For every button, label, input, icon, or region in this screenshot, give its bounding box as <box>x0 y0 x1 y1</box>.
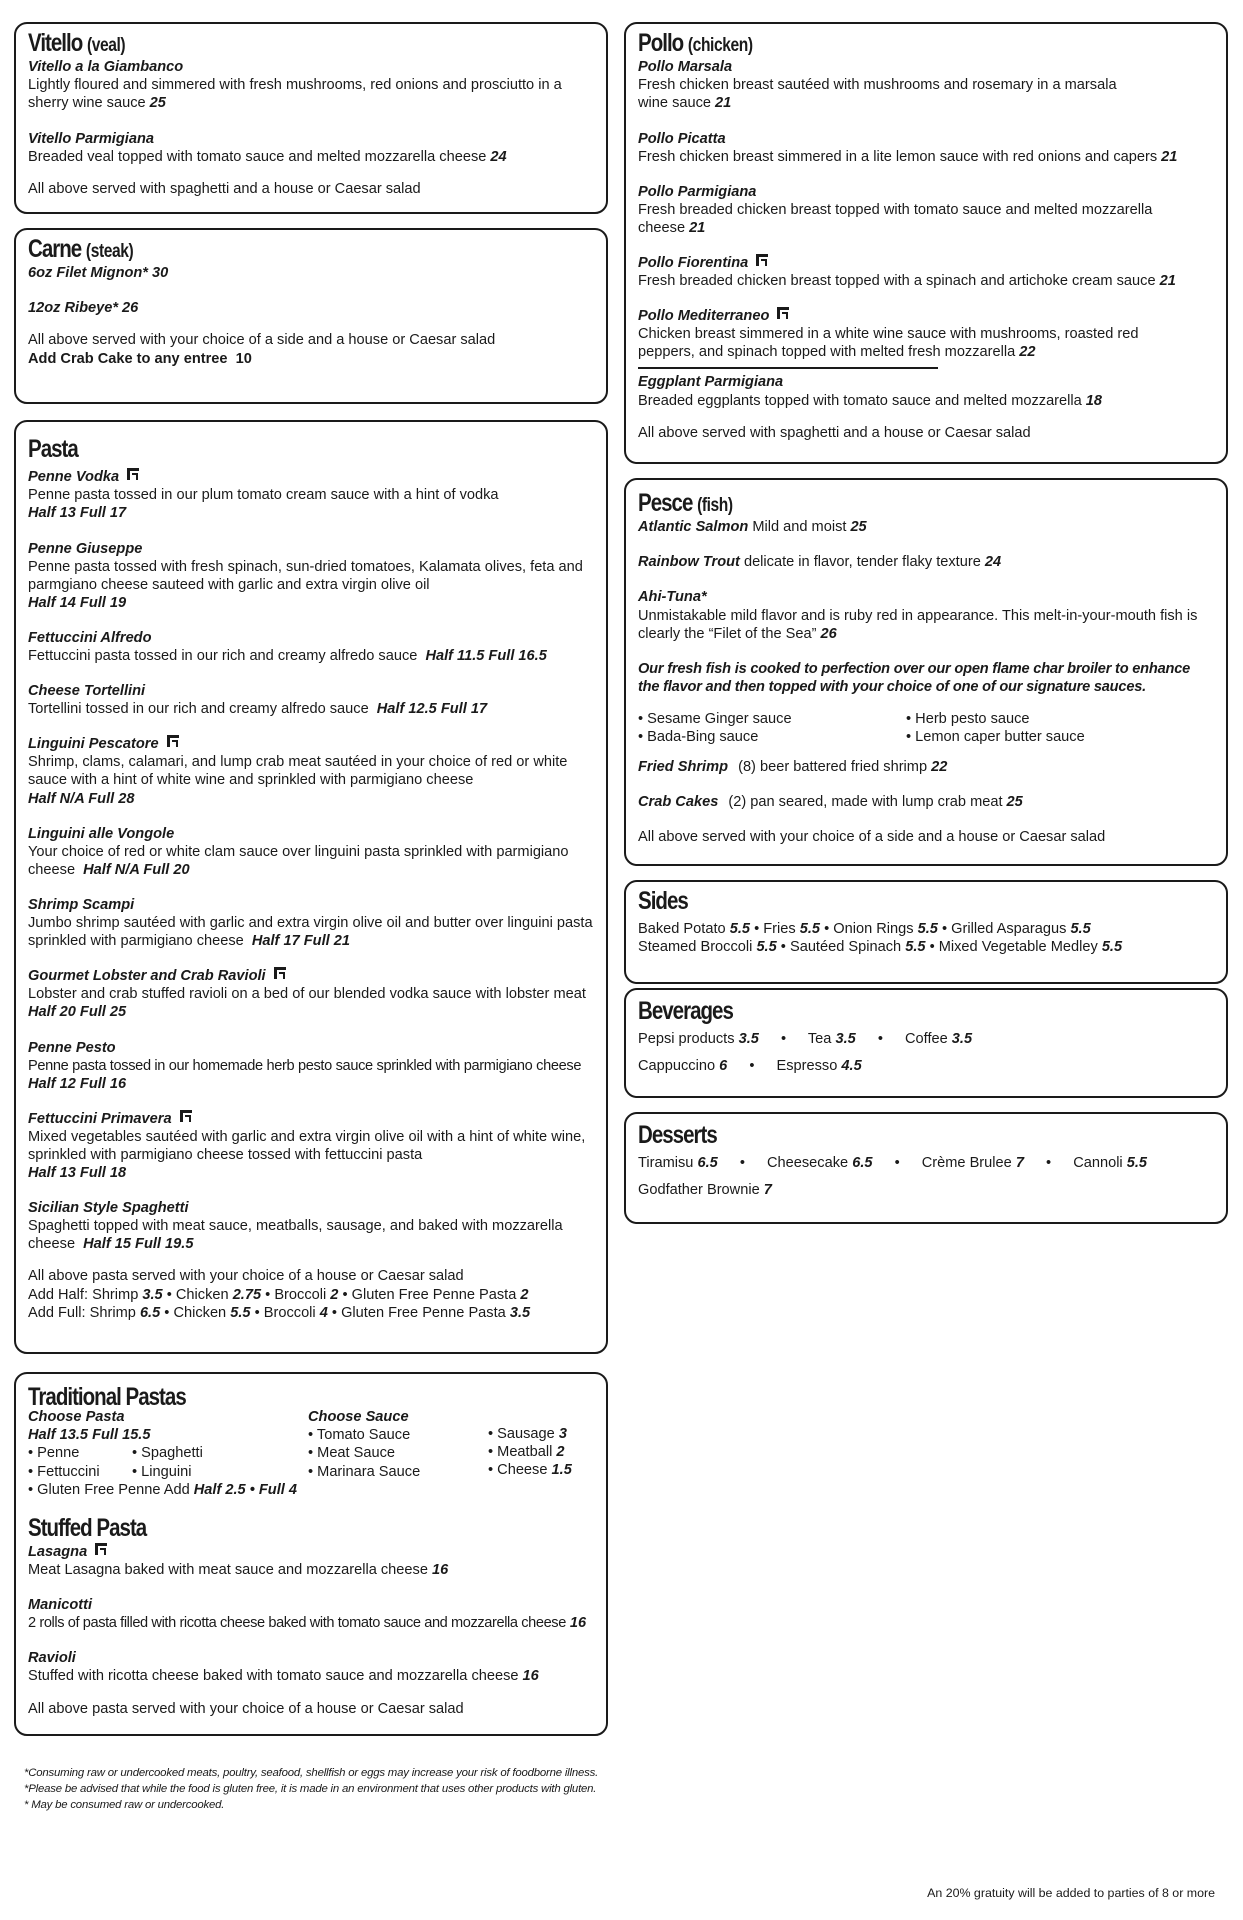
section-note: All above served with spaghetti and a house or Caesar salad <box>638 424 1031 441</box>
gluten-free-icon <box>95 1543 107 1555</box>
gluten-free-icon <box>180 1110 192 1122</box>
menu-item: Crab Cakes (2) pan seared, made with lump crab meat 25 <box>638 794 1023 811</box>
menu-item: Shrimp Scampi Jumbo shrimp sautéed with garlic and extra virgin olive oil and butter over linguini pasta sprinkled with parmigiano cheese Half 17 Full 21 <box>28 896 593 950</box>
menu-item: Manicotti 2 rolls of pasta filled with ricotta cheese baked with tomato sauce and mozzarella cheese 16 <box>28 1597 587 1632</box>
menu-item: Ravioli Stuffed with ricotta cheese baked with tomato sauce and mozzarella cheese 16 <box>28 1650 539 1685</box>
desserts-section <box>624 1112 1228 1224</box>
menu-item: Pollo Picatta Fresh chicken breast simmered in a lite lemon sauce with red onions and capers 21 <box>638 130 1178 165</box>
section-title: Carne (steak) <box>28 235 134 263</box>
section-title: Pasta <box>28 435 78 463</box>
traditional-pastas: Choose Pasta Half 13.5 Full 15.5 • Penne • Spaghetti • Fettuccini • Linguini • Gluten Free Penne Add Half 2.5 • Full 4 Choose Sauce • Tomato Sauce • Meat Sauce • Marinara Sauce • Sausage 3 • Meatball 2 • Cheese 1.5 <box>28 1409 572 1498</box>
gluten-free-icon <box>274 967 286 979</box>
fresh-fish-note: Our fresh fish is cooked to perfection over our open flame char broiler to enhance the flavor and then topped with your choice of one of our signature sauces. <box>638 660 1191 695</box>
menu-item: 6oz Filet Mignon* 30 <box>28 265 169 282</box>
gluten-free-icon <box>127 468 139 480</box>
add-full-line: Add Full: Shrimp 6.5 • Chicken 5.5 • Broccoli 4 • Gluten Free Penne Pasta 3.5 <box>28 1304 531 1321</box>
menu-item: Eggplant Parmigiana Breaded eggplants topped with tomato sauce and melted mozzarella 18 <box>638 374 1102 409</box>
menu-item: Cheese Tortellini Tortellini tossed in our rich and creamy alfredo sauce Half 12.5 Full 17 <box>28 683 488 718</box>
pesce-section <box>624 478 1228 866</box>
menu-item: Sicilian Style Spaghetti Spaghetti topped with meat sauce, meatballs, sausage, and baked with mozzarella cheese Half 15 Full 19.5 <box>28 1200 563 1253</box>
menu-item: 12oz Ribeye* 26 <box>28 300 139 317</box>
menu-item: Atlantic Salmon Mild and moist 25 <box>638 519 867 536</box>
section-title: Sides <box>638 887 688 915</box>
beverages-row: Cappuccino 6 • Espresso 4.5 <box>638 1058 862 1075</box>
pollo-section <box>624 22 1228 464</box>
beverages-section <box>624 988 1228 1098</box>
footnote: *Please be advised that while the food is gluten free, it is made in an environment that uses other products with gluten. <box>24 1783 597 1796</box>
gluten-free-icon <box>167 735 179 747</box>
section-title: Beverages <box>638 997 733 1025</box>
sides-row: Baked Potato 5.5 • Fries 5.5 • Onion Rings 5.5 • Grilled Asparagus 5.5 <box>638 921 1091 938</box>
gratuity-note: An 20% gratuity will be added to parties of 8 or more <box>927 1886 1215 1900</box>
divider <box>638 367 938 369</box>
menu-item: Linguini alle Vongole Your choice of red or white clam sauce over linguini pasta sprinkled with parmigiano cheese Half N/A Full 20 <box>28 825 569 878</box>
carne-section <box>14 228 608 404</box>
section-title: Traditional Pastas <box>28 1383 186 1411</box>
gluten-free-icon <box>756 254 768 266</box>
menu-item: Pollo Parmigiana Fresh breaded chicken breast topped with tomato sauce and melted mozzarella cheese 21 <box>638 183 1153 236</box>
menu-item: Penne Giuseppe Penne pasta tossed with fresh spinach, sun-dried tomatoes, Kalamata olives, feta and parmgiano cheese sauteed with garlic and extra virgin olive oil Half 14 Full 19 <box>28 540 583 611</box>
menu-item: Ahi-Tuna* Unmistakable mild flavor and is ruby red in appearance. This melt-in-your-mouth fish is clearly the “Filet of the Sea” 26 <box>638 589 1198 642</box>
menu-item: Vitello a la Giambanco Lightly floured and simmered with fresh mushrooms, red onions and prosciutto in a sherry wine sauce 25 <box>28 59 562 112</box>
section-note: All above served with your choice of a side and a house or Caesar salad <box>638 829 1106 846</box>
menu-item: Pollo Marsala Fresh chicken breast sautéed with mushrooms and rosemary in a marsala wine sauce 21 <box>638 59 1117 112</box>
footnotes <box>24 1765 598 1814</box>
menu-item: Linguini Pescatore Shrimp, clams, calamari, and lump crab meat sautéed in your choice of red or white sauce with a hint of white wine and sprinkled with parmigiano cheese Half N/A Full 28 <box>28 736 568 807</box>
menu-item: Penne Vodka Penne pasta tossed in our plum tomato cream sauce with a hint of vodka Half 13 Full 17 <box>28 469 499 522</box>
signature-sauces: • Sesame Ginger sauce • Herb pesto sauce • Bada-Bing sauce • Lemon caper butter sauce <box>638 710 1085 745</box>
footnote: *Consuming raw or undercooked meats, poultry, seafood, shellfish or eggs may increase your risk of foodborne illness. <box>24 1767 599 1779</box>
desserts-row: Godfather Brownie 7 <box>638 1182 772 1199</box>
menu-item: Fettuccini Primavera Mixed vegetables sautéed with garlic and extra virgin olive oil with a hint of white wine, sprinkled with parmigiano cheese tossed with fettuccini pasta Half 13 Full 18 <box>28 1110 586 1182</box>
section-title: Vitello (veal) <box>28 29 126 57</box>
menu-item: Vitello Parmigiana Breaded veal topped with tomato sauce and melted mozzarella cheese 24 <box>28 130 507 165</box>
footnote: * May be consumed raw or undercooked. <box>24 1799 225 1812</box>
menu-item: Pollo Mediterraneo Chicken breast simmered in a white wine sauce with mushrooms, roasted red peppers, and spinach topped with melted fresh mozzarella 22 <box>638 308 1139 361</box>
menu-item: Lasagna Meat Lasagna baked with meat sauce and mozzarella cheese 16 <box>28 1543 449 1579</box>
section-note: All above pasta served with your choice of a house or Caesar salad <box>28 1268 464 1285</box>
menu-item: Gourmet Lobster and Crab Ravioli Lobster and crab stuffed ravioli on a bed of our blended vodka sauce with lobster meat Half 20 Full 25 <box>28 968 586 1021</box>
sides-row: Steamed Broccoli 5.5 • Sautéed Spinach 5.5 • Mixed Vegetable Medley 5.5 <box>638 939 1123 956</box>
menu-item: Pollo Fiorentina Fresh breaded chicken breast topped with a spinach and artichoke cream sauce 21 <box>638 255 1176 290</box>
menu-item: Rainbow Trout delicate in flavor, tender flaky texture 24 <box>638 554 1002 571</box>
section-title: Pollo (chicken) <box>638 29 753 57</box>
pasta-section <box>14 420 608 1354</box>
section-title: Desserts <box>638 1121 717 1149</box>
gluten-free-icon <box>777 307 789 319</box>
section-note: All above served with your choice of a side and a house or Caesar salad <box>28 332 496 349</box>
traditional-stuffed-section <box>14 1372 608 1736</box>
section-note: All above pasta served with your choice of a house or Caesar salad <box>28 1700 464 1717</box>
add-half-line: Add Half: Shrimp 3.5 • Chicken 2.75 • Broccoli 2 • Gluten Free Penne Pasta 2 <box>28 1286 529 1303</box>
desserts-row: Tiramisu 6.5 • Cheesecake 6.5 • Crème Brulee 7 • Cannoli 5.5 <box>638 1155 1148 1172</box>
section-title: Pesce (fish) <box>638 489 733 517</box>
menu-item: Fried Shrimp (8) beer battered fried shrimp 22 <box>638 759 948 776</box>
section-title: Stuffed Pasta <box>28 1513 147 1542</box>
beverages-row: Pepsi products 3.5 • Tea 3.5 • Coffee 3.5 <box>638 1031 973 1048</box>
vitello-section <box>14 22 608 214</box>
section-note: All above served with spaghetti and a house or Caesar salad <box>28 180 421 197</box>
sides-section <box>624 880 1228 984</box>
menu-item: Fettuccini Alfredo Fettuccini pasta tossed in our rich and creamy alfredo sauce Half 11.5 Full 16.5 <box>28 629 547 664</box>
menu-item: Penne Pesto Penne pasta tossed in our homemade herb pesto sauce sprinkled with parmigiano cheese Half 12 Full 16 <box>28 1039 582 1092</box>
crab-cake-addon: Add Crab Cake to any entree 10 <box>28 350 252 367</box>
